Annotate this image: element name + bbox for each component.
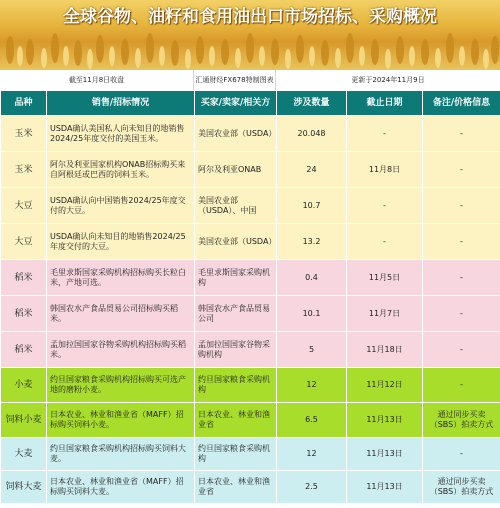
cell-deadline: 11月5日 xyxy=(347,260,423,296)
cell-qty: 2.5 xyxy=(277,471,347,504)
cell-qty: 13.2 xyxy=(277,224,347,260)
cell-deadline: 11月8日 xyxy=(347,152,423,188)
table-row xyxy=(1,224,500,260)
header-deadline: 截止日期 xyxy=(347,91,423,116)
table-row xyxy=(1,471,500,504)
table-row xyxy=(1,152,500,188)
table-row xyxy=(1,368,500,403)
cell-crop: 稻米 xyxy=(1,296,47,332)
cell-notes: - xyxy=(423,116,500,152)
cell-notes: - xyxy=(423,332,500,368)
cell-deadline: 11月18日 xyxy=(347,332,423,368)
cell-qty: 6.5 xyxy=(277,403,347,438)
table-row xyxy=(1,332,500,368)
cell-detail: USDA确认美国私人向未知目的地销售2024/25年度交付的美国玉米。 xyxy=(47,116,195,152)
cell-detail: 毛里求斯国家采购机构招标购买长粒白米，产地可选。 xyxy=(47,260,195,296)
cell-crop: 玉米 xyxy=(1,152,47,188)
cell-detail: USDA确认向中国销售2024/25年度交付的大豆。 xyxy=(47,188,195,224)
source-text: 汇通财经FX678特制图表 xyxy=(194,70,276,90)
cutoff-text: 截至11月8日收盘 xyxy=(0,70,194,90)
cell-notes: 通过同步买卖（SBS）拍卖方式 xyxy=(423,471,500,504)
cell-detail: 日本农业、林业和渔业省（MAFF）招标购买饲料大麦。 xyxy=(47,471,195,504)
cell-deadline: - xyxy=(347,188,423,224)
page-title: 全球谷物、油籽和食用油出口市场招标、采购概况 xyxy=(63,7,437,27)
cell-deadline: 11月12日 xyxy=(347,368,423,403)
cell-detail: 韩国农水产食品贸易公司招标购买稻米。 xyxy=(47,296,195,332)
cell-crop: 饲料大麦 xyxy=(1,471,47,504)
cell-qty: 5 xyxy=(277,332,347,368)
table-header-row xyxy=(1,91,500,116)
tender-table xyxy=(0,90,500,504)
cell-qty: 10.7 xyxy=(277,188,347,224)
cell-qty: 12 xyxy=(277,438,347,471)
cell-party: 日本农业、林业和渔业省 xyxy=(195,403,277,438)
cell-notes: 通过同步买卖（SBS）拍卖方式 xyxy=(423,403,500,438)
wheat-field-image xyxy=(0,30,500,70)
cell-crop: 大麦 xyxy=(1,438,47,471)
cell-deadline: 11月7日 xyxy=(347,296,423,332)
cell-detail: 阿尔及利亚国家机构ONAB招标购买来自阿根廷或巴西的饲料玉米。 xyxy=(47,152,195,188)
cell-detail: 日本农业、林业和渔业省（MAFF）招标购买饲料小麦。 xyxy=(47,403,195,438)
cell-party: 美国农业部（USDA） xyxy=(195,224,277,260)
cell-detail: USDA确认向未知目的地销售2024/25年度交付的大豆。 xyxy=(47,224,195,260)
cell-crop: 玉米 xyxy=(1,116,47,152)
cell-crop: 饲料小麦 xyxy=(1,403,47,438)
cell-qty: 0.4 xyxy=(277,260,347,296)
header-crop: 品种 xyxy=(1,91,47,116)
cell-crop: 小麦 xyxy=(1,368,47,403)
cell-party: 约旦国家粮食采购机构 xyxy=(195,368,277,403)
cell-party: 日本农业、林业和渔业省 xyxy=(195,471,277,504)
header-detail: 销售/招标情况 xyxy=(47,91,195,116)
cell-notes: - xyxy=(423,368,500,403)
cell-qty: 10.1 xyxy=(277,296,347,332)
cell-qty: 24 xyxy=(277,152,347,188)
cell-qty: 12 xyxy=(277,368,347,403)
cell-crop: 稻米 xyxy=(1,332,47,368)
cell-crop: 大豆 xyxy=(1,188,47,224)
cell-party: 阿尔及利亚ONAB xyxy=(195,152,277,188)
cell-crop: 稻米 xyxy=(1,260,47,296)
table-row xyxy=(1,296,500,332)
cell-party: 毛里求斯国家采购机构 xyxy=(195,260,277,296)
table-row xyxy=(1,188,500,224)
cell-notes: - xyxy=(423,296,500,332)
cell-detail: 约旦国家粮食采购机构招标购买饲料大麦。 xyxy=(47,438,195,471)
cell-notes: - xyxy=(423,188,500,224)
header-notes: 备注/价格信息 xyxy=(423,91,500,116)
table-row xyxy=(1,438,500,471)
cell-party: 美国农业部（USDA）、中国 xyxy=(195,188,277,224)
cell-deadline: - xyxy=(347,116,423,152)
cell-party: 美国农业部（USDA） xyxy=(195,116,277,152)
title-banner xyxy=(0,0,500,70)
cell-qty: 20.048 xyxy=(277,116,347,152)
cell-party: 约旦国家粮食采购机构 xyxy=(195,438,277,471)
table-row xyxy=(1,116,500,152)
table-row xyxy=(1,260,500,296)
cell-deadline: 11月13日 xyxy=(347,438,423,471)
cell-party: 孟加拉国国家谷物采购机构 xyxy=(195,332,277,368)
cell-deadline: 11月13日 xyxy=(347,403,423,438)
cell-notes: - xyxy=(423,260,500,296)
header-qty: 涉及数量 xyxy=(277,91,347,116)
cell-party: 韩国农水产食品贸易公司 xyxy=(195,296,277,332)
cell-notes: - xyxy=(423,224,500,260)
cell-notes: - xyxy=(423,438,500,471)
sub-info-row xyxy=(0,70,500,90)
cell-detail: 约旦国家粮食采购机构招标购买可选产地的磨粉小麦。 xyxy=(47,368,195,403)
cell-crop: 大豆 xyxy=(1,224,47,260)
table-row xyxy=(1,403,500,438)
cell-detail: 孟加拉国国家谷物采购机构招标购买稻米。 xyxy=(47,332,195,368)
header-party: 买家/卖家/相关方 xyxy=(195,91,277,116)
cell-deadline: - xyxy=(347,224,423,260)
cell-deadline: 11月13日 xyxy=(347,471,423,504)
updated-text: 更新于2024年11月9日 xyxy=(351,75,425,84)
cell-notes: - xyxy=(423,152,500,188)
